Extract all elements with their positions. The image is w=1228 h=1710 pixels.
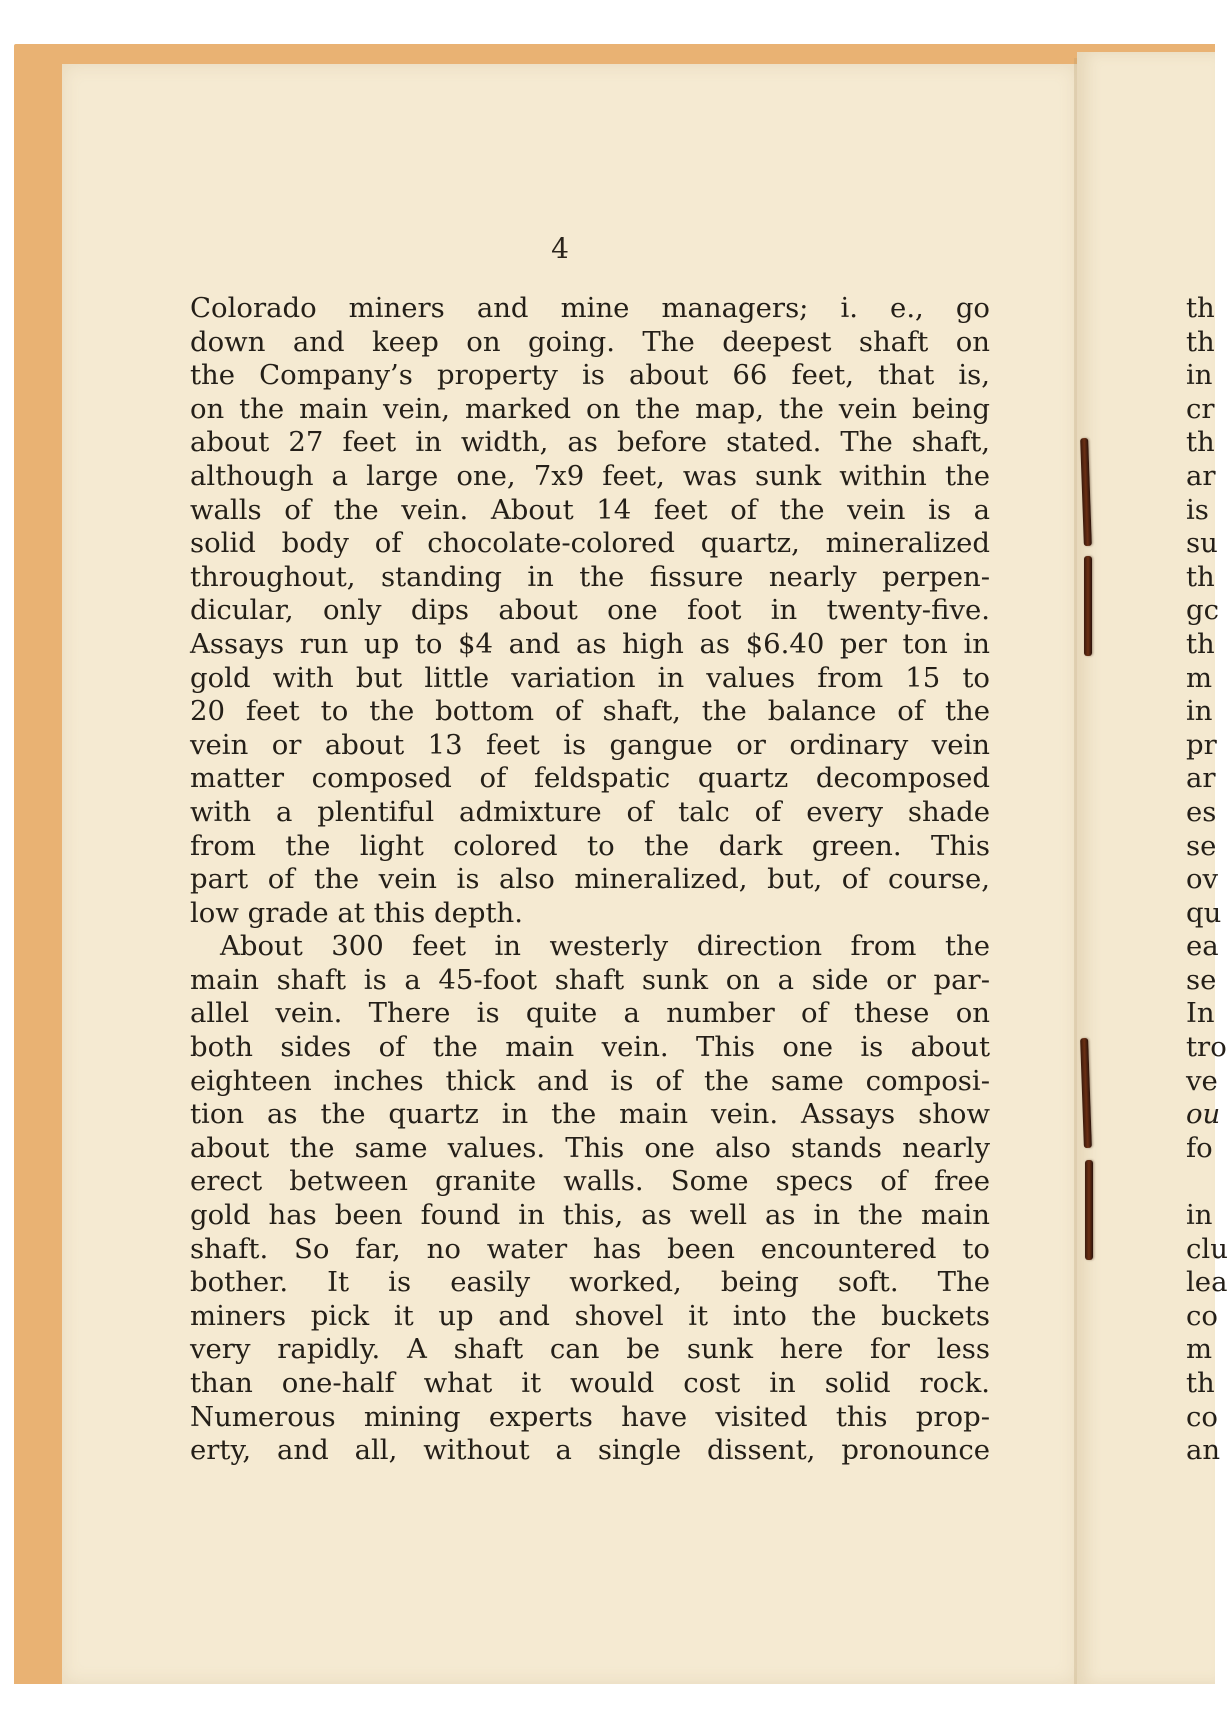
text-line: walls of the vein. About 14 feet of the vein is a — [190, 493, 990, 526]
text-line: part of the vein is also mineralized, but, of course, — [190, 863, 990, 896]
text-line: allel vein. There is quite a number of these on — [190, 997, 990, 1030]
facing-line-fragment: fo — [1186, 1131, 1213, 1164]
text-line: Assays run up to $4 and as high as $6.40 per ton in — [190, 627, 990, 660]
text-line: dicular, only dips about one foot in twenty-five. — [190, 594, 990, 627]
text-line: with a plentiful admixture of talc of every shade — [190, 795, 990, 828]
text-line: from the light colored to the dark green. This — [190, 829, 990, 862]
text-line: miners pick it up and shovel it into the buckets — [190, 1299, 990, 1332]
facing-line-fragment: gc — [1186, 594, 1220, 627]
facing-line-fragment: th — [1186, 426, 1215, 459]
text-line: on the main vein, marked on the map, the vein being — [190, 392, 990, 425]
text-line: down and keep on going. The deepest shaft on — [190, 325, 990, 358]
facing-line-fragment: qu — [1186, 896, 1222, 929]
text-line: both sides of the main vein. This one is about — [190, 1031, 990, 1064]
facing-line-fragment: an — [1186, 1434, 1221, 1467]
facing-line-fragment: th — [1186, 627, 1215, 660]
text-line: matter composed of feldspatic quartz decomposed — [190, 762, 990, 795]
facing-line-fragment: th — [1186, 292, 1215, 324]
text-line: gold with but little variation in values from 15 to — [190, 661, 990, 694]
text-line: throughout, standing in the fissure nearly perpen- — [190, 560, 990, 593]
facing-line-fragment: in — [1186, 359, 1213, 392]
facing-page-text — [1186, 292, 1228, 1468]
staple-mark — [1084, 556, 1092, 656]
facing-line-fragment: th — [1186, 1367, 1215, 1399]
facing-line-fragment: cr — [1186, 392, 1215, 425]
facing-line-fragment: ar — [1186, 762, 1216, 795]
facing-line-fragment: pr — [1186, 728, 1217, 761]
facing-line-fragment: se — [1186, 963, 1217, 996]
facing-line-fragment — [1186, 1165, 1215, 1199]
page-number: 4 — [551, 232, 569, 265]
text-line: Numerous mining experts have visited this prop- — [190, 1400, 990, 1433]
text-line: erty, and all, without a single dissent, pronounce — [190, 1434, 990, 1467]
facing-line-fragment: in — [1186, 1199, 1213, 1232]
facing-line-fragment: In — [1186, 997, 1215, 1030]
text-line: gold has been found in this, as well as in the main — [190, 1199, 990, 1232]
facing-line-fragment: ea — [1186, 930, 1219, 963]
facing-line-fragment: ve — [1186, 1064, 1218, 1097]
text-line: tion as the quartz in the main vein. Assays show — [190, 1098, 990, 1131]
text-line: main shaft is a 45-foot shaft sunk on a side or par- — [190, 963, 990, 996]
text-line: vein or about 13 feet is gangue or ordinary vein — [190, 728, 990, 761]
facing-line-fragment: tro — [1186, 1031, 1227, 1064]
facing-line-fragment: th — [1186, 560, 1215, 593]
facing-line-fragment: ov — [1186, 863, 1219, 896]
facing-line-fragment: clu — [1186, 1232, 1228, 1265]
text-line: shaft. So far, no water has been encountered to — [190, 1232, 990, 1265]
text-line: about the same values. This one also stands nearly — [190, 1131, 990, 1164]
facing-line-fragment: es — [1186, 795, 1217, 828]
facing-line-fragment: ou — [1186, 1098, 1221, 1131]
body-text — [190, 292, 990, 1468]
text-line: erect between granite walls. Some specs of free — [190, 1165, 990, 1198]
facing-line-fragment: co — [1186, 1299, 1218, 1332]
facing-line-fragment: is — [1186, 493, 1209, 526]
text-line: low grade at this depth. — [190, 896, 523, 929]
text-line: eighteen inches thick and is of the same composi- — [190, 1064, 990, 1097]
text-line: solid body of chocolate-colored quartz, mineralized — [190, 527, 990, 560]
facing-line-fragment: in — [1186, 695, 1213, 728]
facing-line-fragment: m — [1186, 1333, 1213, 1366]
facing-line-fragment: th — [1186, 325, 1215, 358]
text-line: the Company’s property is about 66 feet, that is, — [190, 359, 990, 392]
text-line: 20 feet to the bottom of shaft, the balance of the — [190, 695, 990, 728]
staple-mark — [1085, 1160, 1093, 1260]
text-line: about 27 feet in width, as before stated. The shaft, — [190, 426, 990, 459]
text-line: bother. It is easily worked, being soft. The — [190, 1266, 990, 1299]
facing-line-fragment: co — [1186, 1400, 1218, 1433]
facing-line-fragment: lea — [1186, 1266, 1228, 1299]
facing-line-fragment: su — [1186, 527, 1218, 560]
text-line: About 300 feet in westerly direction from the — [220, 930, 990, 963]
text-line: although a large one, 7x9 feet, was sunk within the — [190, 459, 990, 492]
facing-line-fragment: se — [1186, 829, 1217, 862]
text-line: very rapidly. A shaft can be sunk here for less — [190, 1333, 990, 1366]
page-fold — [1074, 58, 1077, 1684]
text-line: Colorado miners and mine managers; i. e., go — [190, 292, 990, 324]
facing-line-fragment: ar — [1186, 459, 1216, 492]
text-line: than one-half what it would cost in solid rock. — [190, 1367, 990, 1399]
facing-line-fragment: m — [1186, 661, 1213, 694]
